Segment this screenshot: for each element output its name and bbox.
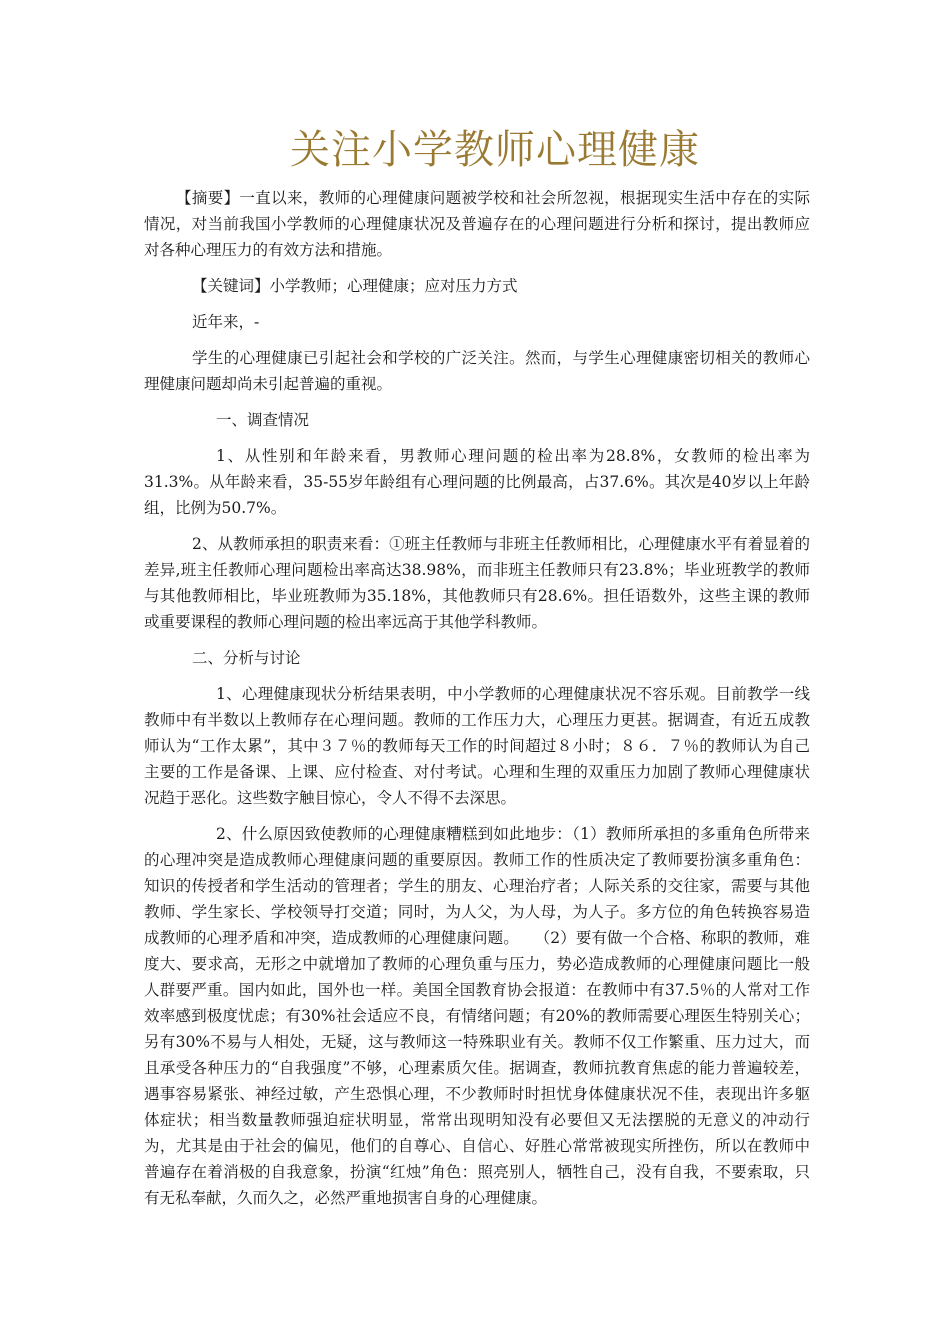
section-heading-1: 一、调查情况 (216, 411, 310, 429)
intro-paragraph: 学生的心理健康已引起社会和学校的广泛关注。然而，与学生心理健康密切相关的教师心理健康问题却尚未引起普遍的重视。 (144, 349, 810, 393)
abstract-paragraph: 【摘要】一直以来，教师的心理健康问题被学校和社会所忽视，根据现实生活中存在的实际情况，对当前我国小学教师的心理健康状况及普遍存在的心理问题进行分析和探讨，提出教师应对各种心理压力的有效方法和措施。 (144, 189, 810, 259)
analysis-paragraph-2: 2、什么原因致使教师的心理健康糟糕到如此地步：（1）教师所承担的多重角色所带来的心理冲突是造成教师心理健康问题的重要原因。教师工作的性质决定了教师要扮演多重角色：知识的传授者和学生活动的管理者；学生的朋友、心理治疗者；人际关系的交往家，需要与其他教师、学生家长、学校领导打交道；同时，为人父，为人母，为人子。多方位的角色转换容易造成教师的心理矛盾和冲突，造成教师的心理健康问题。 （2）要有做一个合格、称职的教师，难度大、要求高，无形之中就增加了教师的心理负重与压力，势必造成教师的心理健康问题比一般人群要严重。国内如此，国外也一样。美国全国教育协会报道：在教师中有37.5％的人常对工作效率感到极度忧虑；有30%社会适应不良，有情绪问题；有20%的教师需要心理医生特别关心；另有30%不易与人相处，无疑，这与教师这一特殊职业有关。教师不仅工作繁重、压力过大，而且承受各种压力的“自我强度”不够，心理素质欠佳。据调查，教师抗教育焦虑的能力普遍较差，遇事容易紧张、神经过敏，产生恐惧心理，不少教师时时担忧身体健康状况不佳，表现出许多躯体症状；相当数量教师强迫症状明显，常常出现明知没有必要但又无法摆脱的无意义的冲动行为，尤其是由于社会的偏见，他们的自尊心、自信心、好胜心常常被现实所挫伤，所以在教师中普遍存在着消极的自我意象，扮演“红烛”角色：照亮别人，牺牲自己，没有自我，不要索取，只有无私奉献，久而久之，必然严重地损害自身的心理健康。 (144, 825, 810, 1207)
intro-fragment: 近年来，- (192, 313, 260, 331)
survey-paragraph-1: 1、从性别和年龄来看，男教师心理问题的检出率为28.8%，女教师的检出率为31.3%。从年龄来看，35-55岁年龄组有心理问题的比例最高，占37.6%。其次是40岁以上年龄组，比例为50.7%。 (144, 447, 810, 517)
analysis-paragraph-1: 1、心理健康现状分析结果表明，中小学教师的心理健康状况不容乐观。目前教学一线教师中有半数以上教师存在心理问题。教师的工作压力大，心理压力更甚。据调查，有近五成教师认为“工作太累”，其中３７％的教师每天工作的时间超过８小时；８６．７％的教师认为自己主要的工作是备课、上课、应付检查、对付考试。心理和生理的双重压力加剧了教师心理健康状况趋于恶化。这些数字触目惊心，令人不得不去深思。 (144, 685, 810, 807)
document-title: 关注小学教师心理健康 (290, 127, 700, 173)
survey-paragraph-2: 2、从教师承担的职责来看：①班主任教师与非班主任教师相比，心理健康水平有着显着的差异,班主任教师心理问题检出率高达38.98%，而非班主任教师只有23.8%；毕业班教学的教师与其他教师相比，毕业班教师为35.18%，其他教师只有28.6%。担任语数外，这些主课的教师或重要课程的教师心理问题的检出率远高于其他学科教师。 (144, 535, 810, 631)
keywords-line: 【关键词】小学教师；心理健康；应对压力方式 (192, 277, 518, 295)
section-heading-2: 二、分析与讨论 (192, 649, 301, 667)
document-body (144, 185, 810, 1211)
